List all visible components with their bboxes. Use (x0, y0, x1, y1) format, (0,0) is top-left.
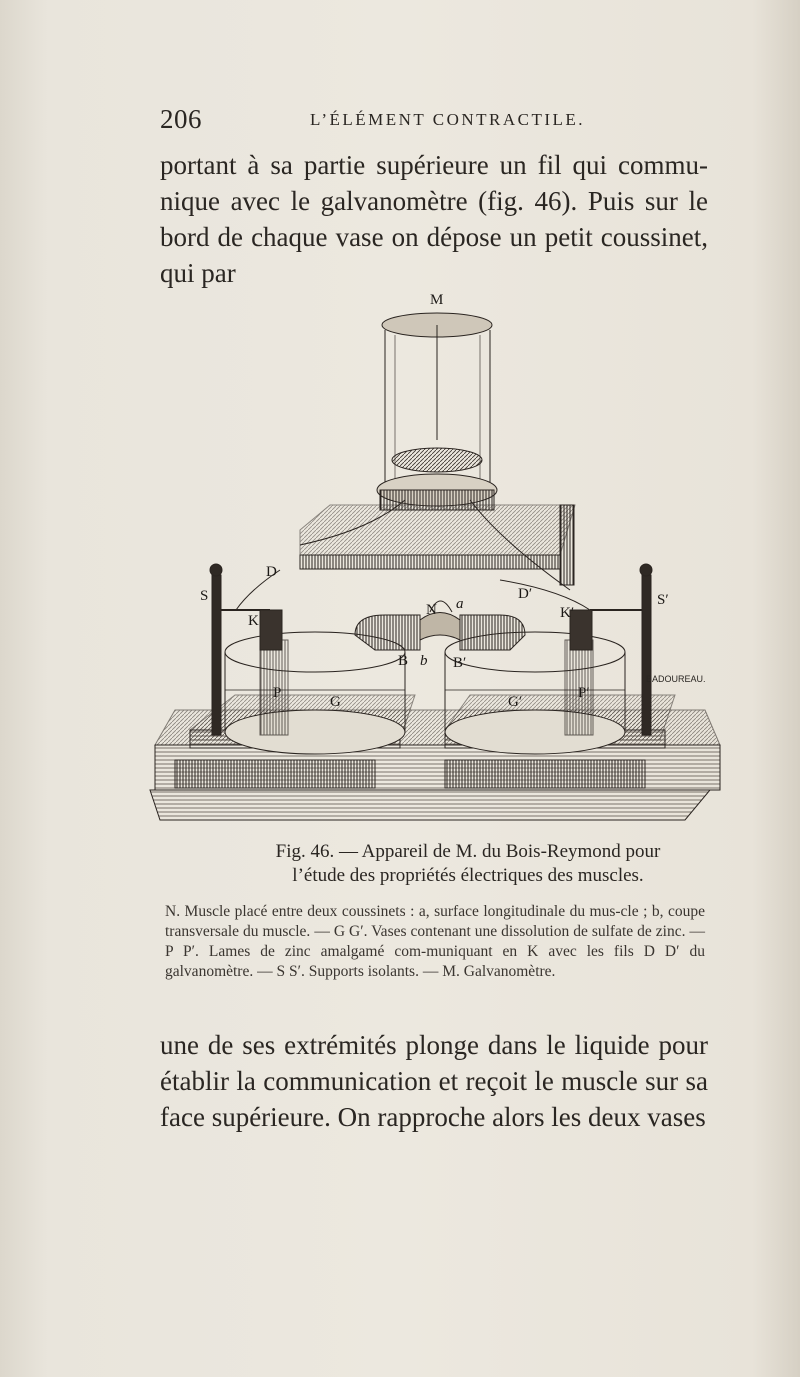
figure-caption: Fig. 46. — Appareil de M. du Bois-Reymond pour l’étude des propriétés électriques des muscles. (275, 841, 661, 886)
label-b: b (420, 653, 428, 669)
running-head (160, 104, 710, 140)
apparatus-illustration (140, 290, 725, 825)
label-P: P (273, 685, 282, 701)
label-D-prime: D′ (518, 586, 533, 602)
label-B-prime: B′ (453, 655, 467, 671)
label-S-prime: S′ (657, 592, 669, 608)
label-G-prime: G′ (508, 694, 523, 710)
label-S: S (200, 588, 209, 604)
label-P-prime: P′ (578, 685, 590, 701)
galvanometer-stand (300, 505, 575, 585)
label-M: M (430, 292, 444, 308)
cushions-and-muscle (355, 601, 525, 650)
label-N: N (426, 602, 437, 618)
label-D: D (266, 564, 277, 580)
label-G: G (330, 694, 341, 710)
body-text-top: portant à sa partie supérieure un fil qui commu-nique avec le galvanomètre (fig. 46). Puis sur le bord de chaque vase on dépose un petit coussinet, qui par (160, 150, 708, 288)
wires (236, 570, 590, 610)
figure-46 (140, 290, 725, 825)
label-K-prime: K′ (560, 605, 575, 621)
page-number: 206 (160, 104, 202, 134)
label-K: K (248, 613, 259, 629)
figure-legend: N. Muscle placé entre deux coussinets : a, surface longitudinale du mus-cle ; b, coupe transversale du muscle. — G G′. Vases contenant une dissolution de sulfate de zinc. — P P′. Lames de zinc amalgamé com-muniquant en K avec les fils D D′ du galvanomètre. — S S′. Supports isolants. — M. Galvanomètre. (165, 903, 705, 980)
running-title: L’ÉLÉMENT CONTRACTILE. (310, 110, 586, 129)
body-text-bottom: une de ses extrémités plonge dans le liquide pour établir la communication et reçoit le muscle sur sa face supérieure. On rapproche alors les deux vases (160, 1030, 708, 1132)
label-B: B (398, 653, 409, 669)
engraver-signature: BADOUREAU. (646, 674, 706, 684)
label-a: a (456, 596, 464, 612)
